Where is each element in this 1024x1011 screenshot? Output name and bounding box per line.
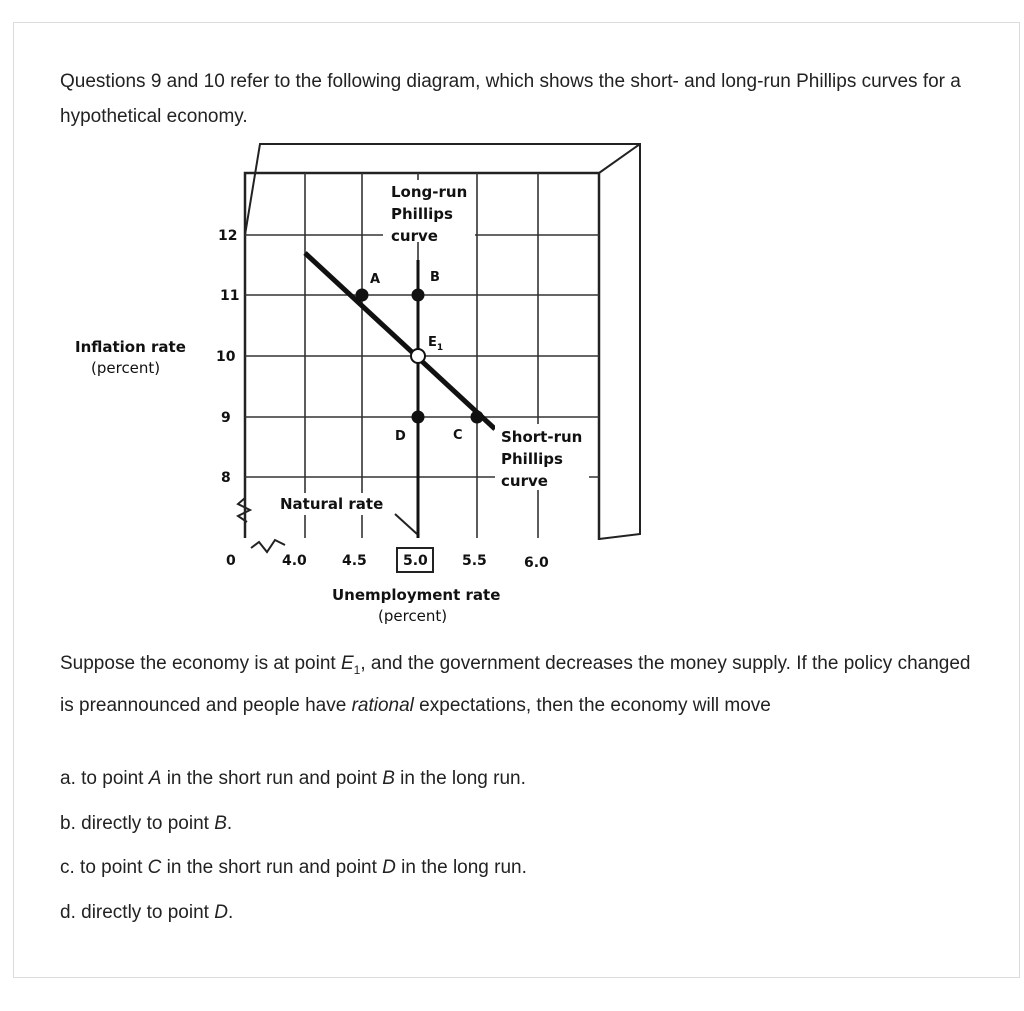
question-part-1: Suppose the economy is at point: [60, 653, 341, 674]
question-e-sub: 1: [353, 662, 361, 677]
y-tick-10: 10: [216, 349, 236, 365]
y-tick-0: 0: [226, 553, 236, 569]
lr-label-line1: Long-run: [391, 183, 468, 201]
natural-rate-pointer: [395, 514, 417, 534]
point-e1-label: $E_1$: [428, 335, 444, 353]
y-tick-9: 9: [221, 410, 231, 426]
x-axis-title-line2: (percent): [378, 607, 448, 625]
option-b[interactable]: b. directly to point B.: [60, 813, 233, 834]
intro-text: Questions 9 and 10 refer to the following diagram, which shows the short- and long-run Phillips curves for a hypothetical economy.: [60, 71, 961, 127]
natural-rate-label: Natural rate: [280, 495, 384, 513]
point-a-label: A: [370, 272, 381, 287]
question-part-3: expectations, then the economy will move: [413, 694, 771, 716]
sr-label-line1: Short-run: [501, 428, 583, 446]
point-d-marker: [412, 411, 425, 424]
option-a[interactable]: a. to point A in the short run and point B in the long run.: [60, 768, 526, 789]
sr-label-line3: curve: [501, 472, 548, 490]
y-axis-title-line1: Inflation rate: [75, 338, 186, 356]
x-axis-break: [251, 540, 285, 552]
point-d-label: D: [395, 429, 406, 444]
point-c-marker: [471, 411, 484, 424]
x-tick-6-0: 6.0: [524, 555, 549, 571]
lr-label-line2: Phillips: [391, 205, 453, 223]
x-axis-title-line1: Unemployment rate: [332, 586, 501, 604]
question-e-letter: E: [340, 653, 354, 674]
y-tick-8: 8: [221, 470, 231, 486]
point-b-marker: [412, 289, 425, 302]
option-d[interactable]: d. directly to point D.: [60, 902, 234, 923]
box-top-edge: [599, 144, 640, 173]
point-e1-marker: [411, 349, 425, 363]
x-tick-4-0: 4.0: [282, 553, 307, 569]
point-c-label: C: [453, 428, 463, 443]
x-tick-5-0: 5.0: [403, 553, 428, 569]
x-tick-5-5: 5.5: [462, 553, 487, 569]
x-tick-4-5: 4.5: [342, 553, 367, 569]
sr-label-line2: Phillips: [501, 450, 563, 468]
question-text: [60, 646, 980, 724]
short-run-phillips-curve: [305, 253, 495, 429]
y-tick-12: 12: [218, 228, 238, 244]
phillips-curve-diagram: [55, 140, 655, 640]
lr-label-line3: curve: [391, 227, 438, 245]
option-c[interactable]: c. to point C in the short run and point D in the long run.: [60, 857, 527, 878]
point-b-label: B: [430, 270, 440, 285]
y-axis-title-line2: (percent): [91, 359, 161, 377]
question-rational: rational: [351, 694, 414, 716]
question-part-2: , and the government decreases the money supply. If the policy changed is preannounced and people have: [60, 653, 971, 716]
y-tick-11: 11: [220, 288, 240, 304]
point-a-marker: [356, 289, 369, 302]
